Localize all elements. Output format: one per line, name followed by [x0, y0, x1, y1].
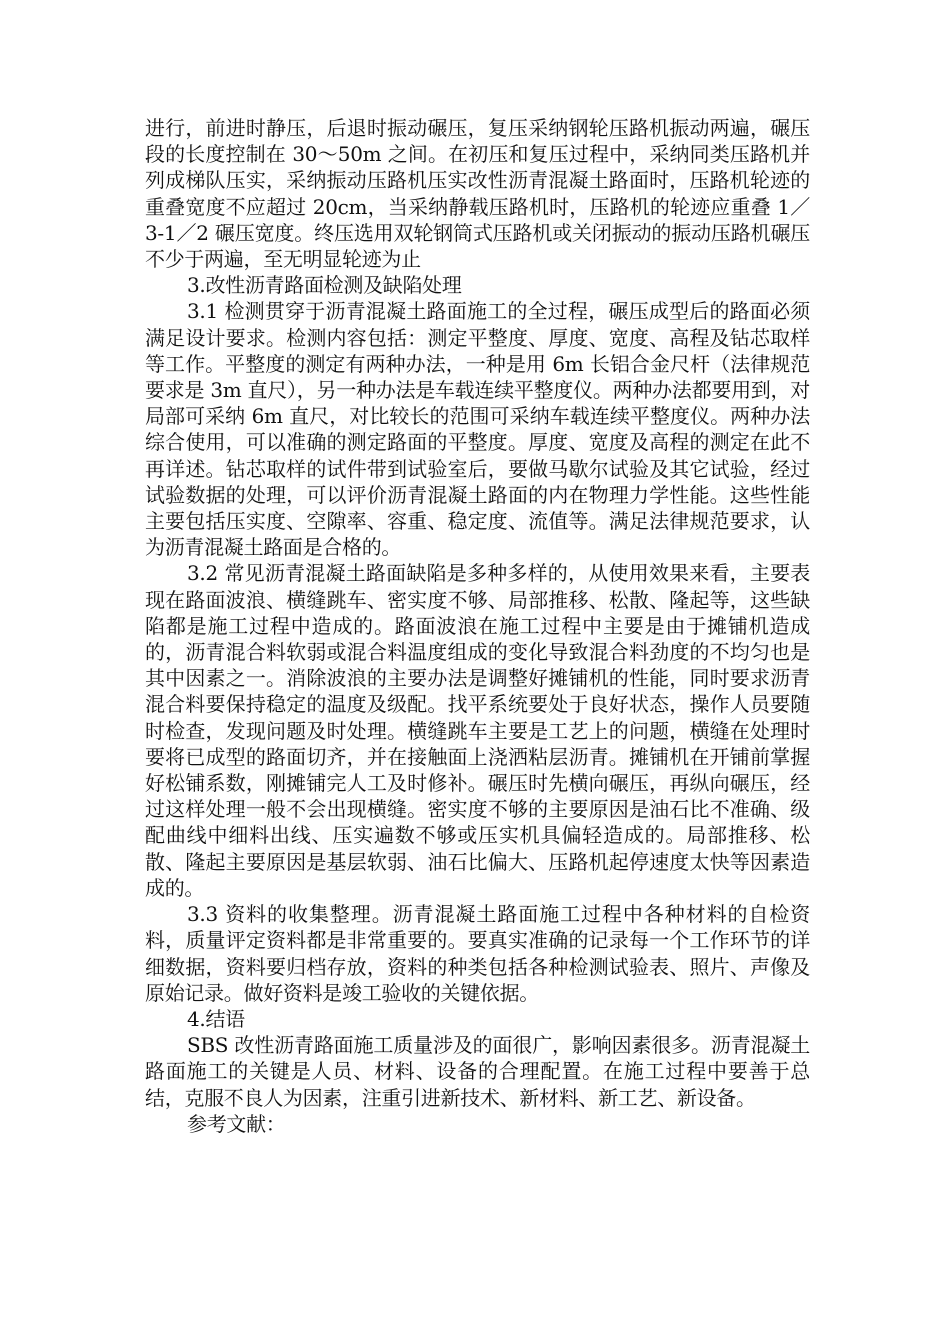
paragraph-3-3-records: 3.3 资料的收集整理。沥青混凝土路面施工过程中各种材料的自检资料，质量评定资料都是非常重要的。要真实准确的记录每一个工作环节的详细数据，资料要归档存放，资料的种类包括各种检测试验表、照片、声像及原始记录。做好资料是竣工验收的关键依据。	[145, 902, 810, 1005]
references-heading: 参考文献：	[187, 1111, 286, 1136]
paragraph-conclusion: SBS 改性沥青路面施工质量涉及的面很广，影响因素很多。沥青混凝土路面施工的关键是人员、材料、设备的合理配置。在施工过程中要善于总结，克服不良人为因素，注重引进新技术、新材料、新工艺、新设备。	[145, 1033, 810, 1110]
section-heading-3: 3.改性沥青路面检测及缺陷处理	[187, 273, 462, 298]
section-heading-4: 4.结语	[187, 1006, 245, 1031]
paragraph-compaction-continued: 进行，前进时静压，后退时振动碾压，复压采纳钢轮压路机振动两遍，碾压段的长度控制在 30～50m 之间。在初压和复压过程中，采纳同类压路机并列成梯队压实，采纳振动压路机压实改性沥青混凝土路面时，压路机轮迹的重叠宽度不应超过 20cm，当采纳静载压路机时，压路机的轮迹应重叠 1／3-1／2 碾压宽度。终压选用双轮钢筒式压路机或关闭振动的振动压路机碾压不少于两遍，至无明显轮迹为止	[145, 116, 810, 272]
paragraph-3-2-defects: 3.2 常见沥青混凝土路面缺陷是多种多样的，从使用效果来看，主要表现在路面波浪、横缝跳车、密实度不够、局部推移、松散、隆起等，这些缺陷都是施工过程中造成的。路面波浪在施工过程中主要是由于摊铺机造成的，沥青混合料软弱或混合料温度组成的变化导致混合料劲度的不均匀也是其中因素之一。消除波浪的主要办法是调整好摊铺机的性能，同时要求沥青混合料要保持稳定的温度及级配。找平系统要处于良好状态，操作人员要随时检查，发现问题及时处理。横缝跳车主要是工艺上的问题，横缝在处理时要将已成型的路面切齐，并在接触面上浇洒粘层沥青。摊铺机在开铺前掌握好松铺系数，刚摊铺完人工及时修补。碾压时先横向碾压，再纵向碾压，经过这样处理一般不会出现横缝。密实度不够的主要原因是油石比不准确、级配曲线中细料出线、压实遍数不够或压实机具偏轻造成的。局部推移、松散、隆起主要原因是基层软弱、油石比偏大、压路机起停速度太快等因素造成的。	[145, 561, 810, 900]
document-body	[145, 115, 810, 1137]
paragraph-3-1-inspection: 3.1 检测贯穿于沥青混凝土路面施工的全过程，碾压成型后的路面必须满足设计要求。检测内容包括：测定平整度、厚度、宽度、高程及钻芯取样等工作。平整度的测定有两种办法，一种是用 6m 长铝合金尺杆（法律规范要求是 3m 直尺），另一种办法是车载连续平整度仪。两种办法都要用到，对局部可采纳 6m 直尺，对比较长的范围可采纳车载连续平整度仪。两种办法综合使用，可以准确的测定路面的平整度。厚度、宽度及高程的测定在此不再详述。钻芯取样的试件带到试验室后，要做马歇尔试验及其它试验，经过试验数据的处理，可以评价沥青混凝土路面的内在物理力学性能。这些性能主要包括压实度、空隙率、容重、稳定度、流值等。满足法律规范要求，认为沥青混凝土路面是合格的。	[145, 299, 810, 560]
